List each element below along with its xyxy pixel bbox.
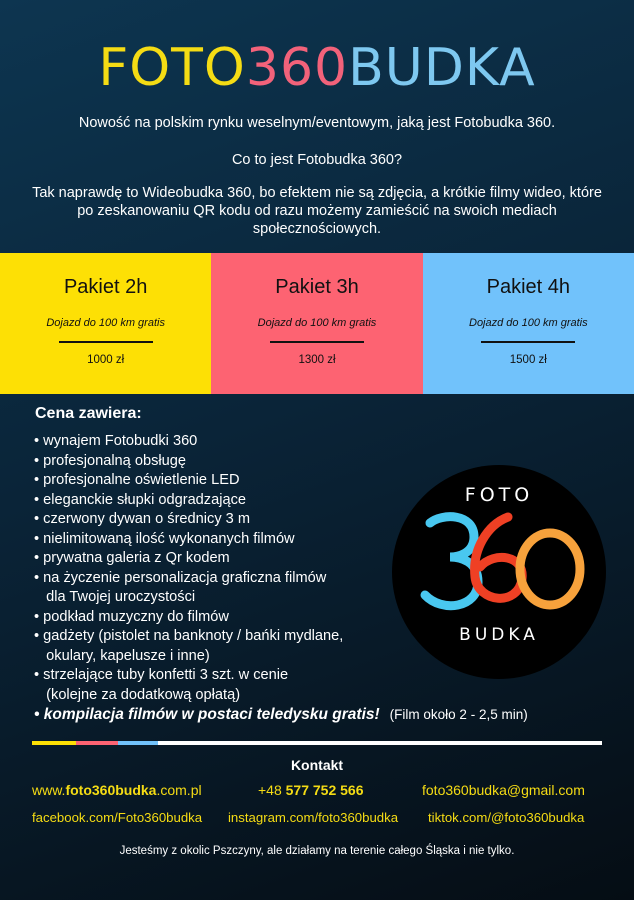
- package-4h: [423, 253, 634, 394]
- package-2h: [0, 253, 211, 394]
- title-360: 360: [245, 38, 349, 98]
- package-note: Dojazd do 100 km gratis: [46, 317, 165, 329]
- highlight-note: (Film około 2 - 2,5 min): [389, 707, 528, 722]
- includes-list: [34, 432, 343, 705]
- intro-description: Tak naprawdę to Wideobudka 360, bo efektem nie są zdjęcia, a krótkie filmy wideo, które po zeskanowaniu QR kodu od razu możemy zamieścić na swoich mediach społecznościowych.: [32, 185, 602, 237]
- intro-question: Co to jest Fotobudka 360?: [231, 152, 403, 168]
- list-item: • podkład muzyczny do filmów: [34, 608, 229, 625]
- list-item: • czerwony dywan o średnicy 3 m: [34, 511, 250, 527]
- list-item: • strzelające tuby konfetti 3 szt. w cenie: [34, 667, 289, 683]
- brand-title: [0, 38, 634, 98]
- package-price: 1300 zł: [298, 354, 336, 366]
- highlight-item: • kompilacja filmów w postaci teledysku gratis!: [34, 706, 380, 723]
- list-item: (kolejne za dodatkową opłatą): [34, 686, 241, 703]
- logo-bottom-text: BUDKA: [459, 625, 539, 645]
- list-item: dla Twojej uroczystości: [34, 589, 196, 605]
- package-name: Pakiet 4h: [486, 276, 571, 298]
- tiktok-link[interactable]: tiktok.com/@foto360budka: [428, 810, 585, 825]
- color-strip: [32, 741, 602, 745]
- list-item: • profesjonalne oświetlenie LED: [34, 472, 240, 488]
- facebook-link[interactable]: facebook.com/Foto360budka: [32, 810, 203, 825]
- title-foto: FOTO: [98, 38, 246, 98]
- packages-section: [0, 253, 634, 394]
- includes-title: Cena zawiera:: [35, 405, 142, 422]
- package-note: Dojazd do 100 km gratis: [469, 317, 588, 329]
- list-item: okulary, kapelusze i inne): [34, 647, 210, 664]
- package-name: Pakiet 3h: [275, 276, 359, 298]
- list-item: • na życzenie personalizacja graficzna filmów: [34, 569, 327, 586]
- package-name: Pakiet 2h: [63, 276, 148, 298]
- package-price: 1500 zł: [509, 354, 547, 366]
- footer-text: Jesteśmy z okolic Pszczyny, ale działamy na terenie całego Śląska i nie tylko.: [119, 845, 515, 857]
- highlight-row: [34, 706, 528, 724]
- list-item: • gadżety (pistolet na banknoty / bańki mydlane,: [34, 628, 344, 644]
- website-link[interactable]: www.foto360budka.com.pl: [32, 782, 202, 798]
- list-item: • profesjonalną obsługę: [34, 452, 186, 469]
- intro-line: Nowość na polskim rynku weselnym/eventowym, jaką jest Fotobudka 360.: [78, 115, 556, 131]
- instagram-link[interactable]: instagram.com/foto360budka: [228, 810, 399, 825]
- package-divider: [59, 341, 153, 343]
- package-3h: [211, 253, 422, 394]
- contact-title: Kontakt: [290, 757, 344, 773]
- phone-link[interactable]: +48 577 752 566: [258, 782, 364, 798]
- foto360budka-logo: [392, 465, 606, 679]
- title-budka: BUDKA: [348, 38, 536, 98]
- list-item: • prywatna galeria z Qr kodem: [34, 550, 230, 566]
- package-price: 1000 zł: [87, 354, 125, 366]
- package-note: Dojazd do 100 km gratis: [257, 317, 377, 329]
- package-divider: [270, 341, 364, 343]
- package-divider: [481, 341, 575, 343]
- list-item: • nielimitowaną ilość wykonanych filmów: [34, 530, 295, 547]
- logo-top-text: FOTO: [464, 484, 534, 506]
- list-item: • eleganckie słupki odgradzające: [34, 491, 246, 508]
- list-item: • wynajem Fotobudki 360: [34, 433, 198, 449]
- email-link[interactable]: foto360budka@gmail.com: [422, 782, 585, 798]
